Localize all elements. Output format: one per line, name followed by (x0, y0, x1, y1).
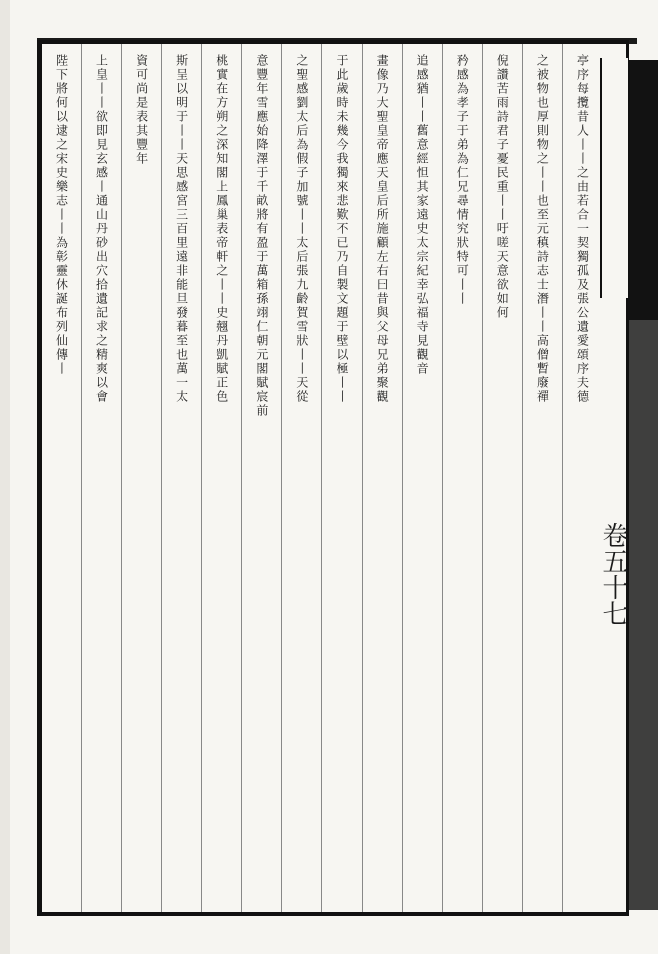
text-column-8 (281, 44, 321, 912)
page-edge-left (0, 0, 10, 954)
column-text: 矜感為孝子于弟為仁兄尋情究狀特可丨丨 (455, 54, 470, 306)
column-text: 倪讚苦雨詩君子憂民重丨丨吁嗟天意欲如何 (495, 54, 510, 320)
column-text: 亭序每攬昔人丨丨之由若合一契獨孤及張公遺愛頌序夫德 (575, 54, 590, 404)
text-column-1 (562, 44, 602, 912)
text-column-4 (442, 44, 482, 912)
column-text: 之聖感劉太后為假子加號丨丨太后張九齡賀雪狀丨丨天從 (294, 54, 309, 404)
column-text: 資可尚是表其豐年 (134, 54, 149, 166)
text-column-10 (201, 44, 241, 912)
text-column-13 (81, 44, 121, 912)
text-column-6 (362, 44, 402, 912)
text-column-9 (241, 44, 281, 912)
text-column-7 (321, 44, 361, 912)
column-text: 追感猶丨丨舊意經怛其家遠史太宗紀幸弘福寺見觀音 (415, 54, 430, 376)
column-text: 上皇丨丨欲即見玄感丨通山丹砂出穴拾遺記求之精爽以會 (94, 54, 109, 404)
text-column-2 (522, 44, 562, 912)
column-text: 斯呈以明于丨丨天思感宮三百里遠非能旦發暮至也萬一太 (174, 54, 189, 404)
margin-tab (600, 58, 628, 298)
text-column-12 (121, 44, 161, 912)
column-text: 桃實在方朔之深知閣上鳳巢表帝軒之丨丨史翹丹凱賦正色 (214, 54, 229, 404)
page-edge-right (628, 60, 658, 320)
column-text: 之被物也厚則物之丨丨也至元稹詩志士潛丨丨高僧暫廢禪 (535, 54, 550, 404)
column-text: 陛下將何以逮之宋史樂志丨丨為彰靈休誕布列仙傳丨 (54, 54, 69, 376)
text-column-14 (42, 44, 81, 912)
text-column-3 (482, 44, 522, 912)
text-columns (42, 44, 602, 912)
column-text: 畫像乃大聖皇帝應天皇后所施顧左右曰昔與父母兄弟聚觀 (375, 54, 390, 404)
text-column-11 (161, 44, 201, 912)
column-text: 意豐年雪應始降澤于千畝將有盈于萬箱孫翊仁朝元閣賦宸前 (254, 54, 269, 418)
text-column-5 (402, 44, 442, 912)
section-label: 卷五十七 (598, 522, 628, 626)
column-text: 于此歲時未幾今我獨來悲歎不已乃自製文題于壁以極丨丨 (334, 54, 349, 404)
page-edge-right-lower (628, 320, 658, 910)
